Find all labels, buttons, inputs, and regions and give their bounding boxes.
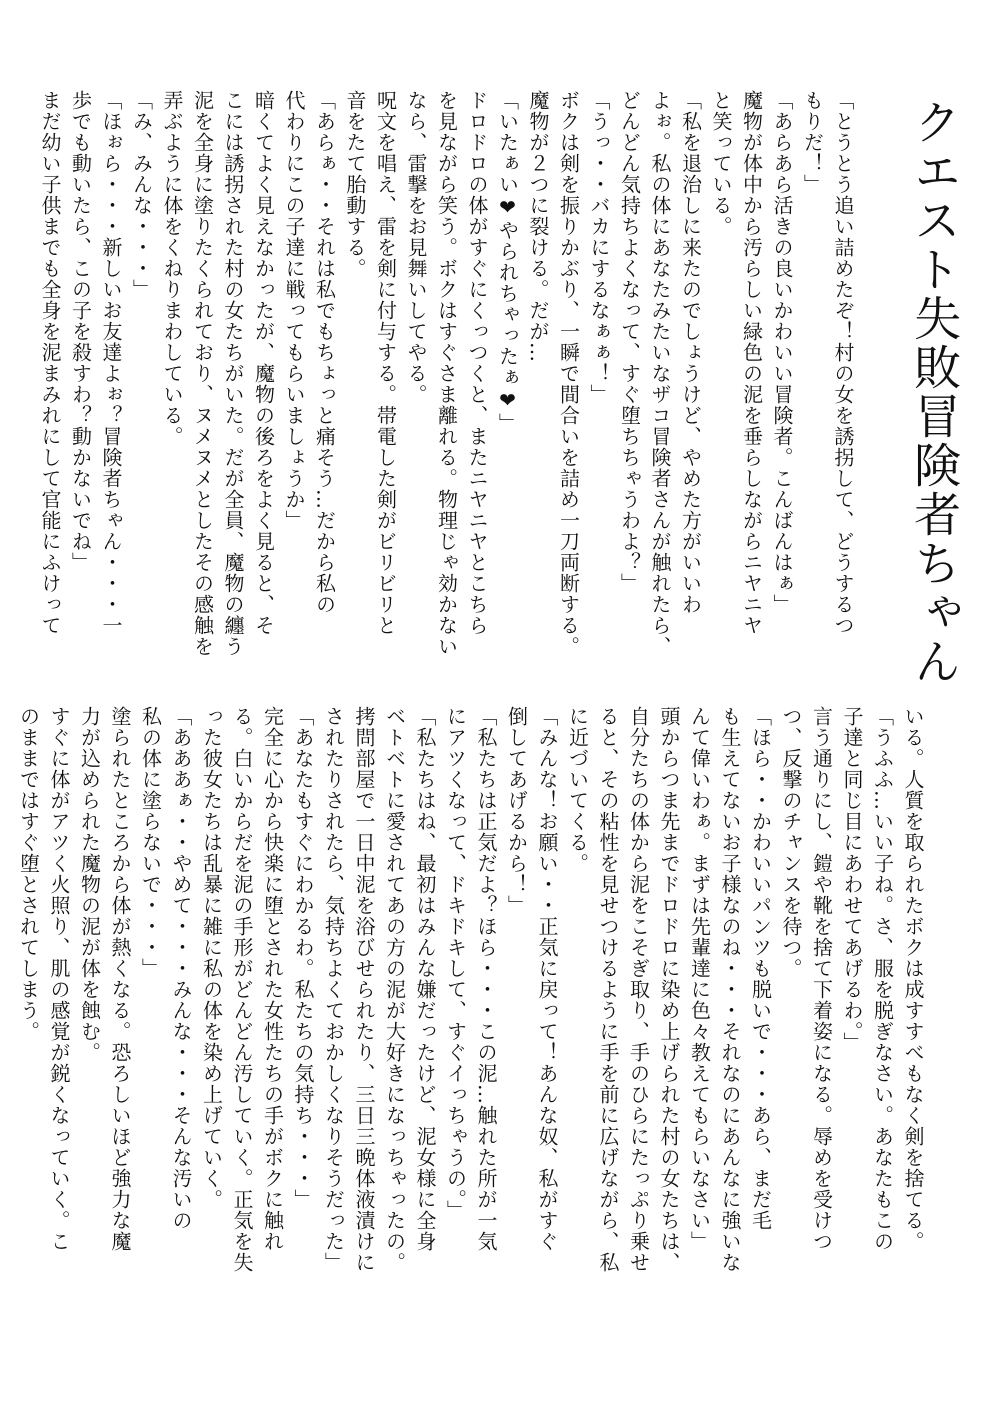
text-line: ベトベトに愛されてあの方の泥が大好きになっちゃったの。 xyxy=(382,706,407,1273)
text-line: よぉ。私の体にあなたみたいなザコ冒険者さんが触れたら、 xyxy=(648,90,672,657)
text-line: 「ほら・・かわいいパンツも脱いで・・・あら、まだ毛 xyxy=(748,706,773,1231)
text-line: 拷問部屋で一日中泥を浴びせられたり、三日三晩体液漬けに xyxy=(352,706,376,1273)
text-line: もりだ！」 xyxy=(800,90,825,195)
text-line: まだ幼い子供までも全身を泥まみれにして官能にふけって xyxy=(38,90,62,636)
text-line: 暗くてよく見えなかったが、魔物の後ろをよく見ると、そ xyxy=(251,90,276,636)
text-line: 完全に心から快楽に堕とされた女性たちの手がボクに触れ xyxy=(260,706,285,1252)
text-line: こには誘拐された村の女たちがいた。だが全員、魔物の纏う xyxy=(221,90,245,657)
text-line: どんどん気持ちよくなって、すぐ堕ちちゃうわよ？」 xyxy=(617,90,642,594)
text-line: 「うふふ…いい子ね。さ、服を脱ぎなさい。あなたもこの xyxy=(870,706,895,1252)
text-line: も生えてないお子様なのね・・・それなのにあんなに強いな xyxy=(718,706,742,1273)
text-line: のままではすぐ堕とされてしまう。 xyxy=(16,706,41,1042)
text-line: んて偉いわぁ。まずは先輩達に色々教えてもらいなさい」 xyxy=(687,706,712,1252)
text-line: 私の体に塗らないで・・・」 xyxy=(138,706,163,979)
text-line: いる。人質を取られたボクは成すすべもなく剣を捨てる。 xyxy=(901,706,925,1252)
story-text-top xyxy=(35,90,859,670)
story-text-bottom xyxy=(13,706,928,1316)
text-line: 自分たちの体から泥をこそぎ取り、手のひらにたっぷり乗せ xyxy=(626,706,651,1273)
text-line: 「あああぁ・・やめて・・・みんな・・・そんな汚いの xyxy=(169,706,193,1231)
text-line: 「み、みんな・・・」 xyxy=(129,90,154,300)
text-line: すぐに体がアツく火照り、肌の感覚が鋭くなっていく。こ xyxy=(47,706,71,1252)
text-line: 倒してあげるから！」 xyxy=(504,706,529,916)
text-line: 力が込められた魔物の泥が体を蝕む。 xyxy=(77,706,102,1063)
text-line: 「うっ・・バカにするなぁぁ！」 xyxy=(587,90,611,405)
text-line: 呪文を唱え、雷を剣に付与する。帯電した剣がビリビリと xyxy=(373,90,398,636)
text-line: 「あらぁ・・それは私でもちょっと痛そう…だから私の xyxy=(312,90,337,615)
text-line: 「あなたもすぐにわかるわ。私たちの気持ち・・・」 xyxy=(291,706,315,1210)
text-line: った彼女たちは乱暴に雑に私の体を染め上げていく。 xyxy=(199,706,224,1210)
text-line: なら、雷撃をお見舞いしてやる。 xyxy=(404,90,428,405)
text-line: 「ほぉら・・・新しいお友達よぉ？冒険者ちゃん・・・一 xyxy=(99,90,123,636)
text-line: 音をたて胎動する。 xyxy=(343,90,367,279)
text-line: 泥を全身に塗りたくられており、ヌメヌメとしたその感触を xyxy=(190,90,215,657)
text-line: 歩でも動いたら、この子を殺すわ？動かないでね」 xyxy=(68,90,93,573)
text-line: 「とうとう追い詰めたぞ！村の女を誘拐して、どうするつ xyxy=(831,90,855,636)
text-line: にアツくなって、ドキドキして、すぐイっちゃうの。」 xyxy=(443,706,468,1221)
text-line: 弄ぶように体をくねりまわしている。 xyxy=(160,90,184,447)
text-line: ボクは剣を振りかぶり、一瞬で間合いを詰め一刀両断する。 xyxy=(556,90,581,657)
text-line: 子達と同じ目にあわせてあげるわ。」 xyxy=(840,706,864,1053)
page-title: クエスト失敗冒険者ちゃん xyxy=(906,98,962,686)
text-line: 言う通りにし、鎧や靴を捨て下着姿になる。辱めを受けつ xyxy=(809,706,834,1252)
text-line: る。白いからだを泥の手形がどんどん汚していく。正気を失 xyxy=(230,706,254,1273)
text-line: 「私たちは正気だよ？ほら・・・この泥…触れた所が一気 xyxy=(474,706,498,1252)
text-line: 頭からつま先までドロドロに染め上げられた村の女たちは、 xyxy=(657,706,681,1273)
text-line: ると、その粘性を見せつけるように手を前に広げながら、私 xyxy=(596,706,620,1273)
text-line: 魔物が２つに裂ける。だが… xyxy=(526,90,550,363)
text-line: ドロドロの体がすぐにくっつくと、またニヤニヤとこちら xyxy=(465,90,489,636)
text-line: を見ながら笑う。ボクはすぐさま離れる。物理じゃ効かない xyxy=(434,90,459,657)
text-line: 「私たちはね、最初はみんな嫌だったけど、泥女様に全身 xyxy=(413,706,437,1252)
text-line: 「みんな！お願い・・正気に戻って！あんな奴、私がすぐ xyxy=(535,706,559,1252)
text-line: に近づいてくる。 xyxy=(565,706,590,874)
text-line: と笑っている。 xyxy=(709,90,733,237)
text-line: 魔物が体中から汚らしい緑色の泥を垂らしながらニヤニヤ xyxy=(739,90,764,636)
text-line: つ、反撃のチャンスを待つ。 xyxy=(779,706,803,979)
text-line: されたりされたら、気持ちよくておかしくなりそうだった」 xyxy=(321,706,346,1273)
text-line: 「あらあら活きの良いかわいい冒険者。こんばんはぁ」 xyxy=(770,90,794,615)
text-line: 「いたぁい❤やられちゃったぁ❤」 xyxy=(495,90,520,434)
text-line: 代わりにこの子達に戦ってもらいましょうか」 xyxy=(282,90,306,531)
text-line: 「私を退治しに来たのでしょうけど、やめた方がいいわ xyxy=(678,90,703,615)
text-line: 塗られたところから体が熱くなる。恐ろしいほど強力な魔 xyxy=(108,706,132,1252)
